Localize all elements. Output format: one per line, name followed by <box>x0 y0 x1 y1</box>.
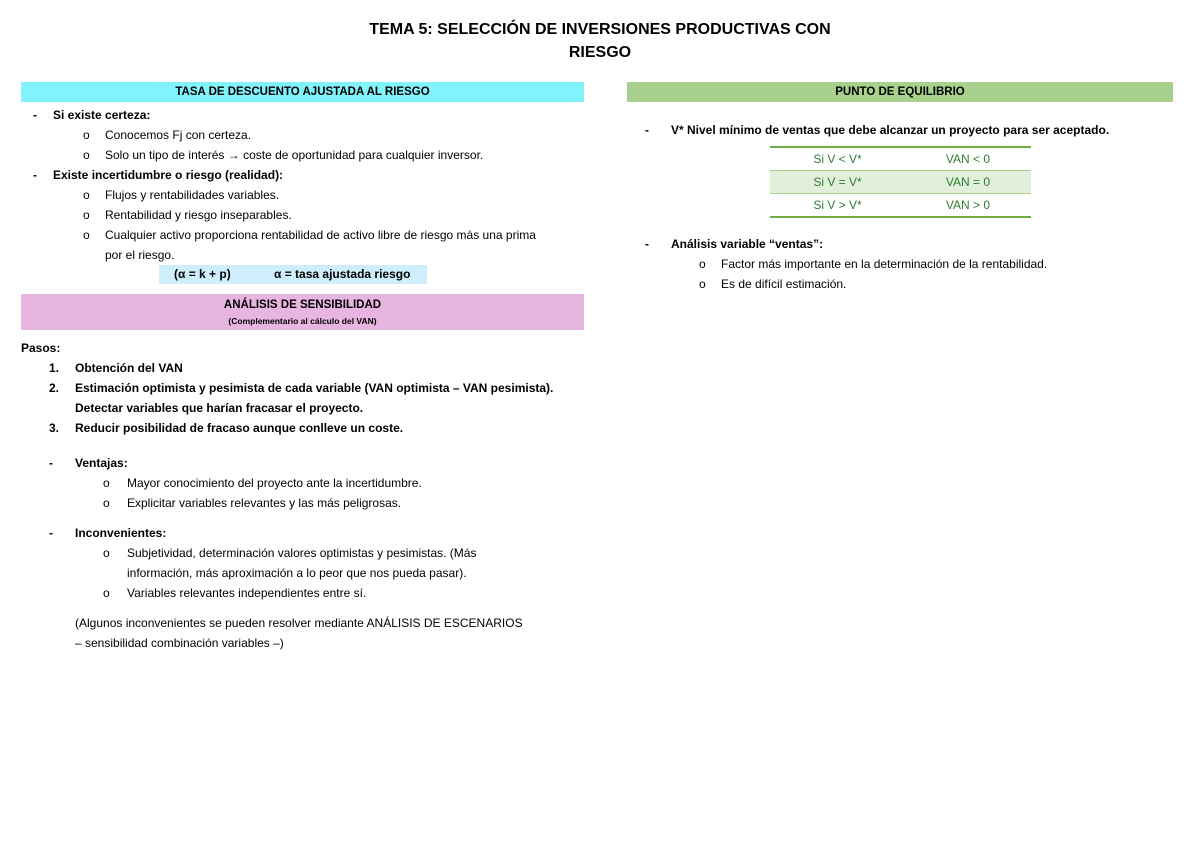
table-cell: VAN = 0 <box>905 171 1031 194</box>
nota-text: (Algunos inconvenientes se pueden resolver mediante ANÁLISIS DE ESCENARIOS <box>75 616 523 630</box>
incert-text: por el riesgo. <box>105 248 175 262</box>
list-item <box>627 274 1173 294</box>
circle-bullet: o <box>83 148 90 162</box>
ventaja-text: Explicitar variables relevantes y las más peligrosas. <box>127 496 402 510</box>
table-row <box>770 171 1031 194</box>
dash-bullet: - <box>33 108 37 122</box>
paso-text: Estimación optimista y pesimista de cada variable (VAN optimista – VAN pesimista). <box>75 381 554 395</box>
list-item <box>21 583 584 603</box>
circle-bullet: o <box>699 257 706 271</box>
list-item-continuation <box>21 563 584 583</box>
incert-label: Existe incertidumbre o riesgo (realidad): <box>53 168 284 182</box>
list-item-continuation <box>21 245 584 265</box>
dash-bullet: - <box>49 526 53 540</box>
ventajas-item <box>21 453 584 473</box>
table-row <box>770 147 1031 171</box>
certeza-text: Conocemos Fj con certeza. <box>105 128 252 142</box>
dash-bullet: - <box>33 168 37 182</box>
title-line-2: RIESGO <box>568 44 632 61</box>
circle-bullet: o <box>83 228 90 242</box>
paso-text: Obtención del VAN <box>75 361 183 375</box>
inconv-label: Inconvenientes: <box>75 526 167 540</box>
dash-bullet: - <box>645 123 649 137</box>
inconv-text: Variables relevantes independientes entre sí. <box>127 586 367 600</box>
incert-text: Cualquier activo proporciona rentabilidad de activo libre de riesgo más una prima <box>105 228 536 242</box>
equilibrio-table <box>770 146 1031 218</box>
analisis-label: Análisis variable “ventas”: <box>671 237 824 251</box>
list-item <box>21 225 584 245</box>
list-item <box>21 493 584 513</box>
list-item <box>627 254 1173 274</box>
paso-item-continuation <box>21 398 584 418</box>
table-cell: VAN < 0 <box>905 147 1031 171</box>
vstar-text: V* Nivel mínimo de ventas que debe alcanzar un proyecto para ser aceptado. <box>671 123 1110 137</box>
pasos-label: Pasos: <box>21 341 61 355</box>
nota-line-2 <box>21 633 584 653</box>
sensibilidad-title: ANÁLISIS DE SENSIBILIDAD <box>223 299 382 311</box>
inconv-item <box>21 523 584 543</box>
certeza-item <box>21 105 584 125</box>
table-row <box>770 194 1031 218</box>
circle-bullet: o <box>103 546 110 560</box>
tasa-header: TASA DE DESCUENTO AJUSTADA AL RIESGO <box>21 82 584 102</box>
circle-bullet: o <box>103 476 110 490</box>
analisis-text: Factor más importante en la determinación de la rentabilidad. <box>721 257 1048 271</box>
analisis-text: Es de difícil estimación. <box>721 277 847 291</box>
table-cell: Si V = V* <box>770 171 905 194</box>
vstar-item <box>627 120 1173 140</box>
list-item <box>21 145 584 165</box>
number-marker: 2. <box>49 381 60 395</box>
list-item <box>21 473 584 493</box>
document-title <box>0 18 1200 64</box>
formula-box <box>159 265 427 284</box>
left-column <box>21 82 584 653</box>
certeza-text: Solo un tipo de interés → coste de oportunidad para cualquier inversor. <box>105 148 484 162</box>
incert-text: Flujos y rentabilidades variables. <box>105 188 280 202</box>
ventaja-text: Mayor conocimiento del proyecto ante la incertidumbre. <box>127 476 422 490</box>
formula-alpha: (α = k + p) <box>174 267 231 281</box>
certeza-label: Si existe certeza: <box>53 108 151 122</box>
list-item <box>21 185 584 205</box>
table-cell: Si V < V* <box>770 147 905 171</box>
paso-item <box>21 418 584 438</box>
circle-bullet: o <box>83 208 90 222</box>
inconv-text: información, más aproximación a lo peor que nos pueda pasar). <box>127 566 467 580</box>
number-marker: 1. <box>49 361 60 375</box>
analisis-item <box>627 234 1173 254</box>
paso-text: Reducir posibilidad de fracaso aunque conlleve un coste. <box>75 421 404 435</box>
number-marker: 3. <box>49 421 60 435</box>
sensibilidad-header <box>21 294 584 330</box>
right-column <box>627 82 1173 294</box>
dash-bullet: - <box>49 456 53 470</box>
list-item <box>21 125 584 145</box>
equilibrio-header: PUNTO DE EQUILIBRIO <box>627 82 1173 102</box>
paso-item <box>21 358 584 378</box>
sensibilidad-subtitle: (Complementario al cálculo del VAN) <box>228 316 377 326</box>
list-item <box>21 543 584 563</box>
paso-text: Detectar variables que harían fracasar el proyecto. <box>75 401 364 415</box>
nota-text: – sensibilidad combinación variables –) <box>75 636 284 650</box>
table-cell: Si V > V* <box>770 194 905 218</box>
list-item <box>21 205 584 225</box>
circle-bullet: o <box>83 128 90 142</box>
nota-line-1 <box>21 613 584 633</box>
circle-bullet: o <box>103 496 110 510</box>
title-line-1: TEMA 5: SELECCIÓN DE INVERSIONES PRODUCTIVAS CON <box>369 21 831 38</box>
circle-bullet: o <box>103 586 110 600</box>
table-cell: VAN > 0 <box>905 194 1031 218</box>
incert-item <box>21 165 584 185</box>
inconv-text: Subjetividad, determinación valores optimistas y pesimistas. (Más <box>127 546 477 560</box>
ventajas-label: Ventajas: <box>75 456 128 470</box>
circle-bullet: o <box>699 277 706 291</box>
circle-bullet: o <box>83 188 90 202</box>
incert-text: Rentabilidad y riesgo inseparables. <box>105 208 292 222</box>
paso-item <box>21 378 584 398</box>
dash-bullet: - <box>645 237 649 251</box>
formula-desc: α = tasa ajustada riesgo <box>274 267 411 281</box>
